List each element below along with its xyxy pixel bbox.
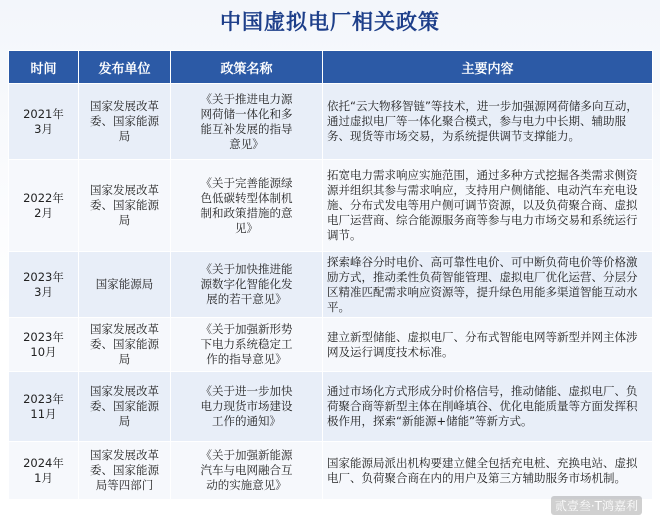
table-row [9,318,653,372]
page-title: 中国虚拟电厂相关政策 [220,10,440,34]
row-unit: 国家发展改革 委、国家能源 局 [79,372,171,442]
row-policy-name: 《关于推进电力源 网荷储一体化和多 能互补发展的指导 意见》 [171,84,323,160]
header-time: 时间 [9,51,79,84]
table-row [9,372,653,442]
row-content: 拓宽电力需求响应实施范围，通过多种方式挖掘各类需求侧资源并组织其参与需求响应，支持用户侧储能、电动汽车充电设施、分布式发电等用户侧可调节资源，以及负荷聚合商、虚拟电厂运营商、综合能源服务商等参与电力市场交易和系统运行调节。 [323,160,653,252]
table-row [9,84,653,160]
row-time: 2023年 3月 [9,252,79,318]
row-policy-name: 《关于加快推进能 源数字化智能化发 展的若干意见》 [171,252,323,318]
row-time: 2023年 10月 [9,318,79,372]
header-name: 政策名称 [171,51,323,84]
row-unit: 国家能源局 [79,252,171,318]
row-policy-name: 《关于完善能源绿 色低碳转型体制机 制和政策措施的意 见》 [171,160,323,252]
row-time: 2024年 1月 [9,442,79,500]
table-header-row [9,51,653,84]
row-unit: 国家发展改革 委、国家能源 局 [79,318,171,372]
row-unit: 国家发展改革 委、国家能源 局 [79,160,171,252]
row-time: 2022年 2月 [9,160,79,252]
row-unit: 国家发展改革 委、国家能源 局 [79,84,171,160]
source-watermark: 贰壹叁·T鸿嘉利 [551,496,642,515]
row-policy-name: 《关于进一步加快 电力现货市场建设 工作的通知》 [171,372,323,442]
table-row [9,160,653,252]
row-time: 2023年 11月 [9,372,79,442]
row-unit: 国家发展改革 委、国家能源 局等四部门 [79,442,171,500]
table-row [9,252,653,318]
row-content: 国家能源局派出机构要建立健全包括充电桩、充换电站、虚拟电厂、负荷聚合商在内的用户及第三方辅助服务市场机制。 [323,442,653,500]
row-policy-name: 《关于加强新形势 下电力系统稳定工 作的指导意见》 [171,318,323,372]
policy-table [8,50,653,500]
header-unit: 发布单位 [79,51,171,84]
row-content: 探索峰谷分时电价、高可靠性电价、可中断负荷电价等价格激励方式，推动柔性负荷智能管理、虚拟电厂优化运营、分层分区精准匹配需求响应资源等，提升绿色用能多渠道智能互动水平。 [323,252,653,318]
header-content: 主要内容 [323,51,653,84]
row-policy-name: 《关于加强新能源 汽车与电网融合互 动的实施意见》 [171,442,323,500]
row-content: 通过市场化方式形成分时价格信号，推动储能、虚拟电厂、负荷聚合商等新型主体在削峰填谷、优化电能质量等方面发挥积极作用，探索“新能源+储能”等新方式。 [323,372,653,442]
row-time: 2021年 3月 [9,84,79,160]
table-row [9,442,653,500]
row-content: 建立新型储能、虚拟电厂、分布式智能电网等新型并网主体涉网及运行调度技术标准。 [323,318,653,372]
row-content: 依托“云大物移智链”等技术，进一步加强源网荷储多向互动，通过虚拟电厂等一体化聚合模式，参与电力中长期、辅助服务、现货等市场交易，为系统提供调节支撑能力。 [323,84,653,160]
